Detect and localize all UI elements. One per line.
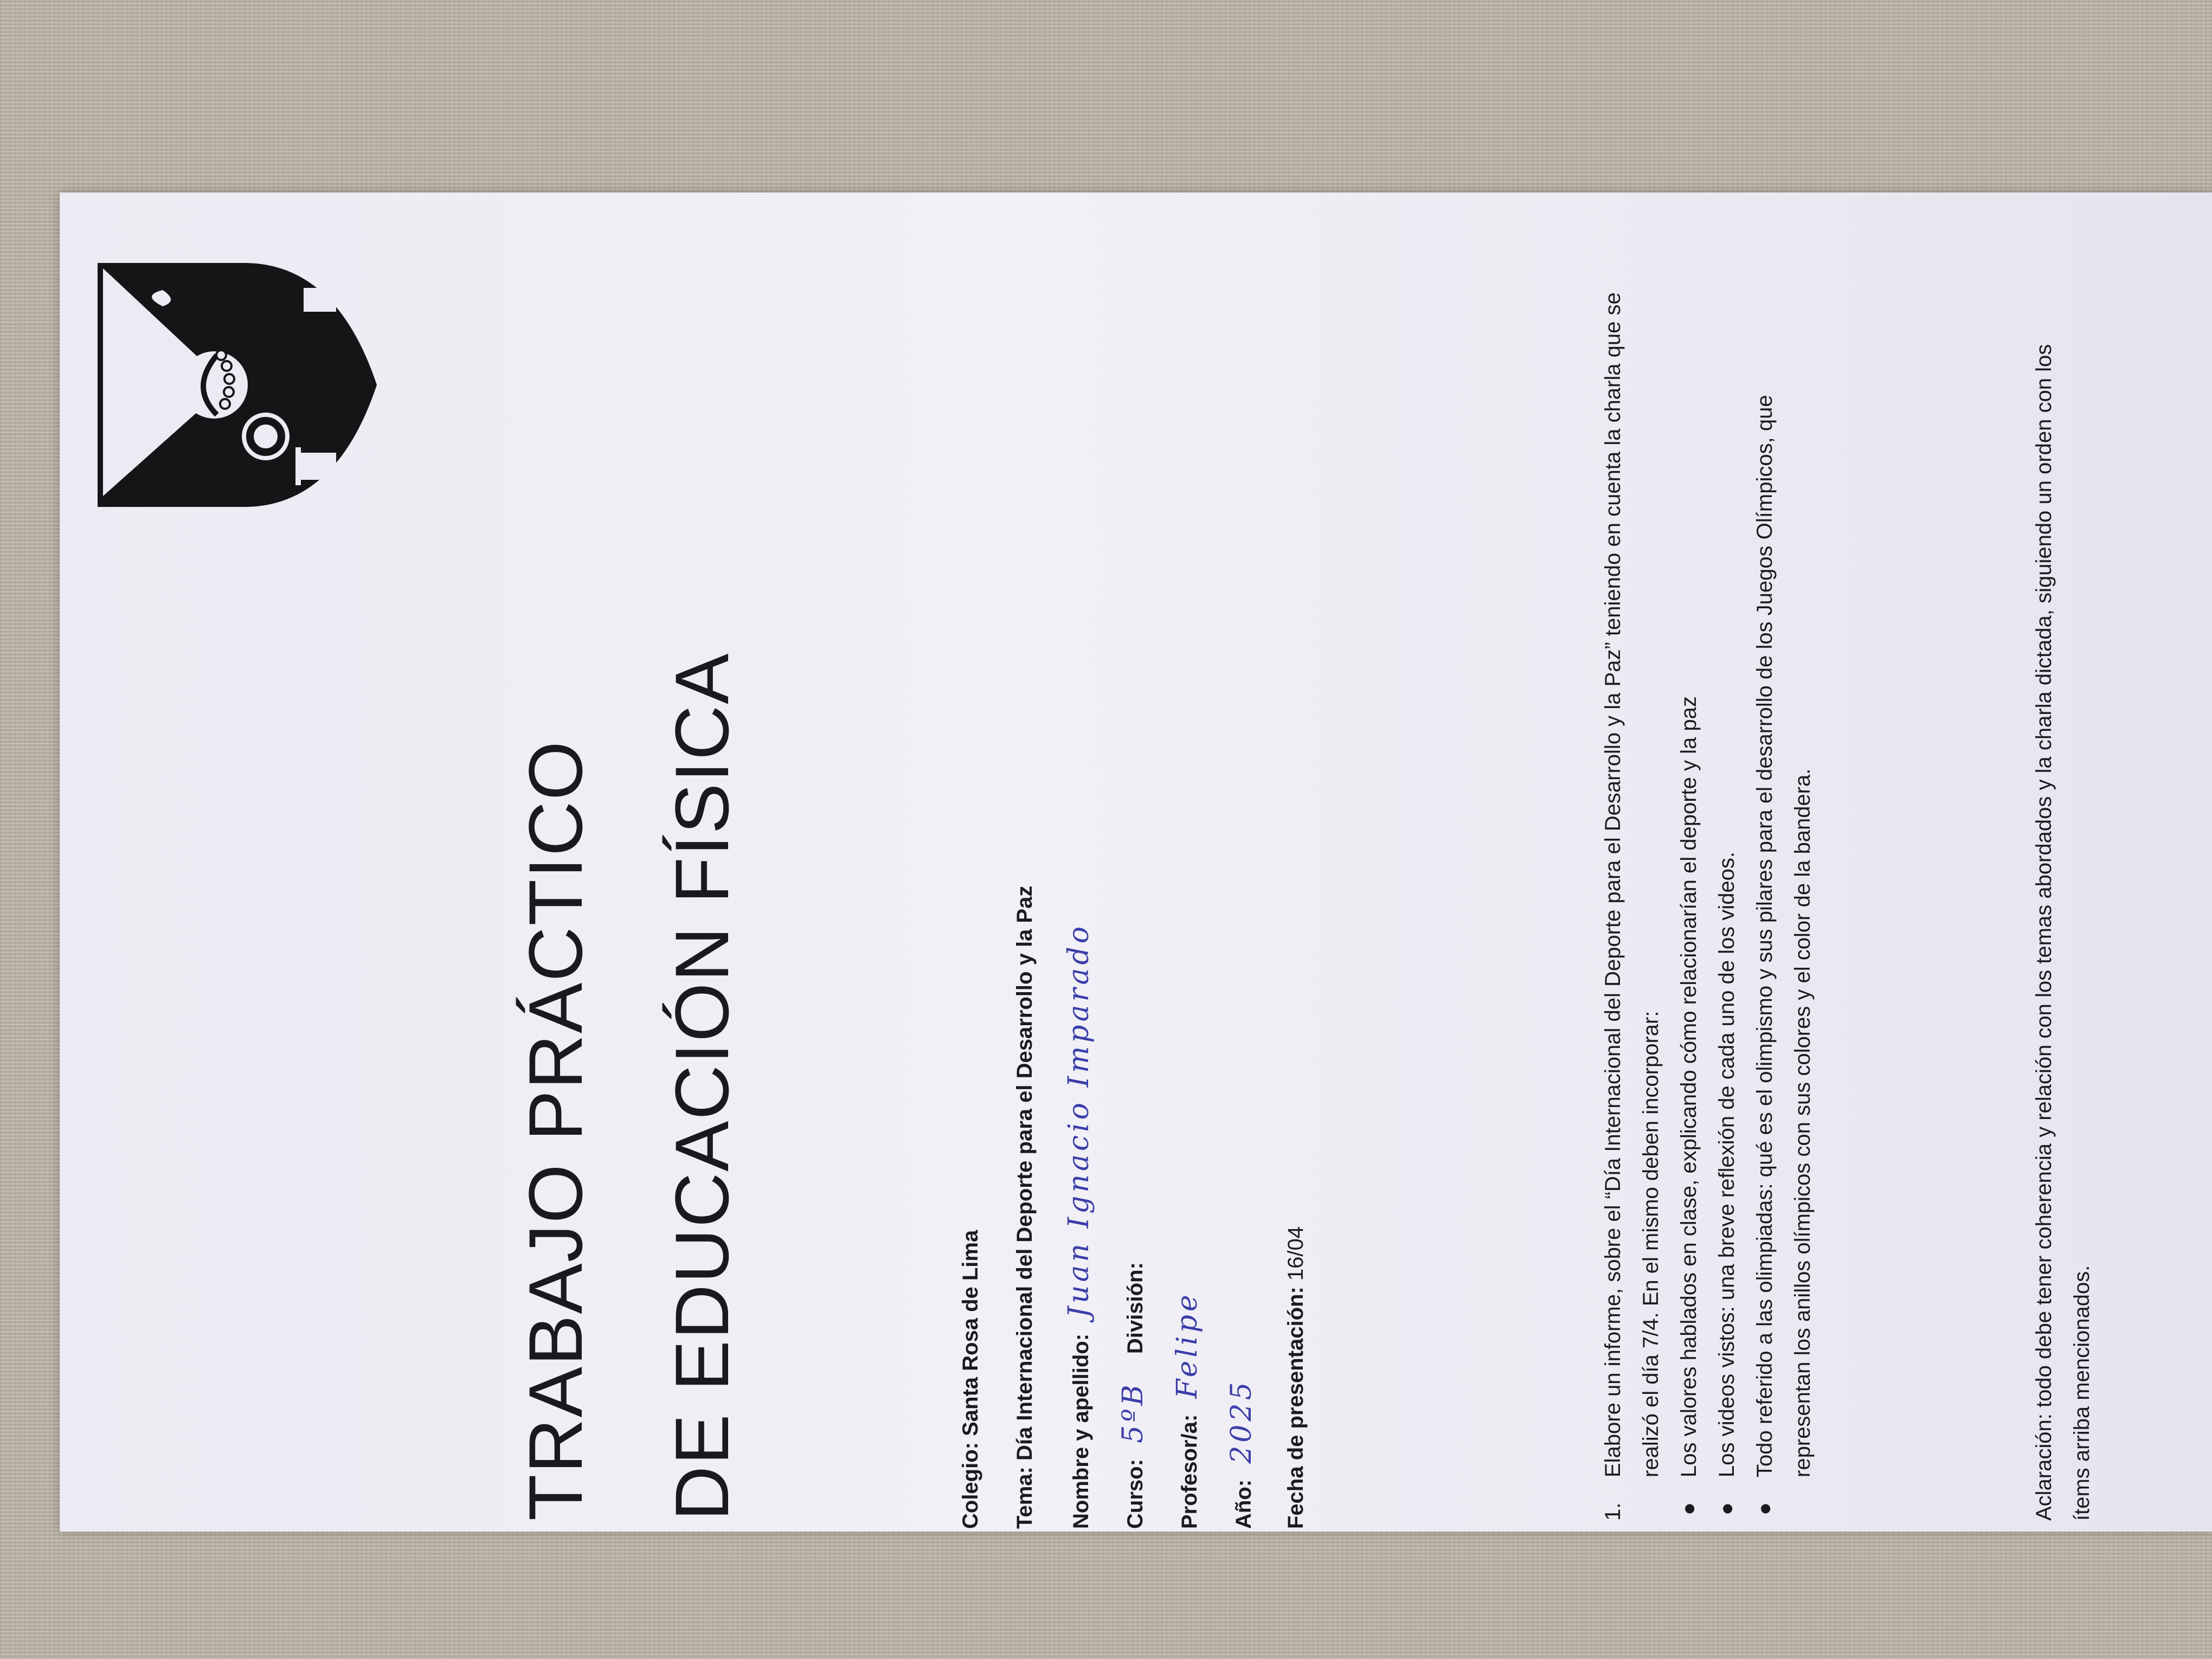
bullet-item-valores [1670,285,1708,1521]
clarification-note: Aclaración: todo debe tener coherencia y relación con los temas abordados y la charla dictada, siguiendo un orden con los ítems arriba mencionados. [2032,344,2094,1521]
bullet-icon: ● [1677,1502,1701,1515]
bullet-icon: ● [1753,1502,1777,1515]
tema-row [998,228,1052,1529]
task-list [1594,285,1822,1521]
bullet-text: Todo referido a las olimpiadas: qué es el olimpismo y sus pilares para el desarrollo de los Juegos Olímpicos, que representan los anillos olímpicos con sus colores y el color de la bandera. [1753,395,1815,1477]
profesor-label: Profesor/a: [1178,1414,1201,1529]
title-line-1: TRABAJO PRÁCTICO [513,740,598,1521]
nombre-row [1052,228,1106,1529]
task-item-1 [1594,285,1670,1521]
curso-row [1106,228,1160,1529]
student-info-block [943,228,1323,1529]
tema-value: Día Internacional del Deporte para el Desarrollo y la Paz [1013,885,1037,1461]
anio-handwritten-value: 2025 [1225,1379,1258,1464]
colegio-label: Colegio: [959,1442,982,1529]
bullet-item-videos [1708,285,1746,1521]
tema-label: Tema: [1013,1467,1037,1529]
task-number: 1. [1601,1502,1625,1521]
colegio-row [943,228,998,1529]
curso-handwritten-value: 5ºB [1117,1381,1149,1443]
bullet-icon: ● [1715,1502,1739,1515]
school-crest-logo [81,247,385,518]
document-title [483,220,775,1521]
title-line-2: DE EDUCACIÓN FÍSICA [659,652,744,1521]
bullet-text: Los valores hablados en clase, explicando cómo relacionarían el deporte y la paz [1677,696,1701,1477]
colegio-value: Santa Rosa de Lima [959,1230,982,1436]
paper-sheet [60,192,2212,1532]
profesor-row [1160,228,1214,1529]
profesor-handwritten-value: Felipe [1171,1291,1204,1399]
anio-row [1214,228,1269,1529]
task-text: Elabore un informe, sobre el “Día Internacional del Deporte para el Desarrollo y la Paz” teniendo en cuenta la charla que se realizó el día 7/4. En el mismo deben incorporar: [1601,292,1663,1477]
curso-label: Curso: [1123,1459,1147,1529]
rotated-document [60,192,2212,1532]
bullet-item-olimpiadas [1746,285,1822,1521]
fecha-value: 16/04 [1284,1226,1308,1281]
document-page [60,192,2212,1532]
fecha-label: Fecha de presentación: [1284,1287,1308,1529]
nombre-handwritten-value: Juan Ignacio Imparado [1063,923,1095,1318]
anio-label: Año: [1232,1479,1256,1529]
nombre-label: Nombre y apellido: [1069,1333,1093,1529]
bullet-text: Los videos vistos: una breve reflexión de cada uno de los videos. [1715,851,1739,1477]
division-label: División: [1123,1262,1147,1354]
fecha-row [1269,228,1323,1529]
